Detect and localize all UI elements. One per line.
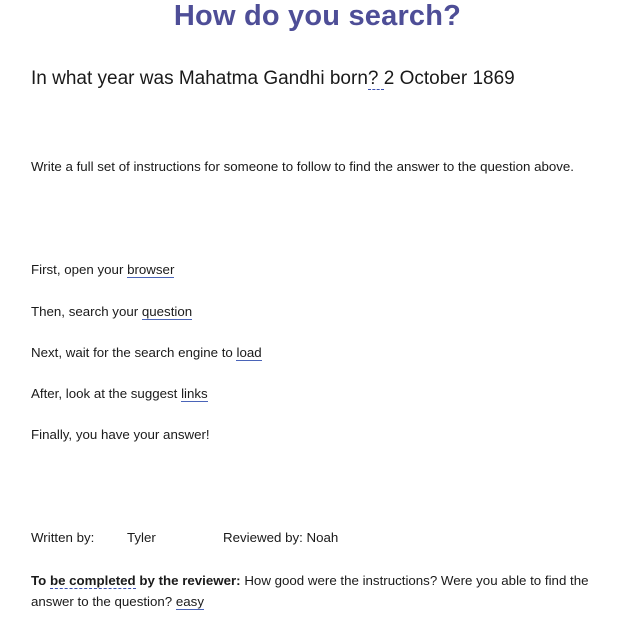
step-link-browser[interactable]: browser (127, 262, 175, 277)
question-mark-spellcheck[interactable]: ? (368, 68, 384, 90)
grammar-check-phrase[interactable]: be completed (49, 573, 136, 588)
credits-line (31, 530, 339, 545)
instructions-prompt: Write a full set of instructions for someone to follow to find the answer to the question above. (31, 159, 575, 174)
reviewed-by: Reviewed by: Noah (223, 530, 339, 545)
step-link-links[interactable]: links (181, 386, 208, 401)
step-text: After, look at the suggest (31, 386, 182, 401)
reviewer-answer-link[interactable]: easy (175, 594, 204, 609)
reviewer-section (31, 570, 606, 612)
step-1 (31, 262, 174, 277)
reviewer-question: How good were the instructions? Were you able to find the answer to the question? (31, 573, 589, 609)
question-line (31, 68, 515, 90)
step-5 (31, 427, 210, 442)
step-2 (31, 304, 192, 319)
reviewer-label: To be completed by the reviewer: (31, 573, 241, 588)
writer-name: Tyler (127, 530, 156, 545)
step-link-question[interactable]: question (141, 304, 193, 319)
written-by-label: Written by: (31, 530, 95, 545)
question-text: In what year was Mahatma Gandhi born (31, 68, 368, 89)
step-text: First, open your (31, 262, 128, 277)
step-text: Next, wait for the search engine to (31, 345, 237, 360)
step-3 (31, 345, 262, 360)
page-title: How do you search? (173, 0, 462, 32)
step-text: Then, search your (31, 304, 142, 319)
step-4 (31, 386, 208, 401)
question-answer: 2 October 1869 (383, 68, 515, 89)
step-text: Finally, you have your answer! (31, 427, 210, 442)
step-link-load[interactable]: load (236, 345, 262, 360)
